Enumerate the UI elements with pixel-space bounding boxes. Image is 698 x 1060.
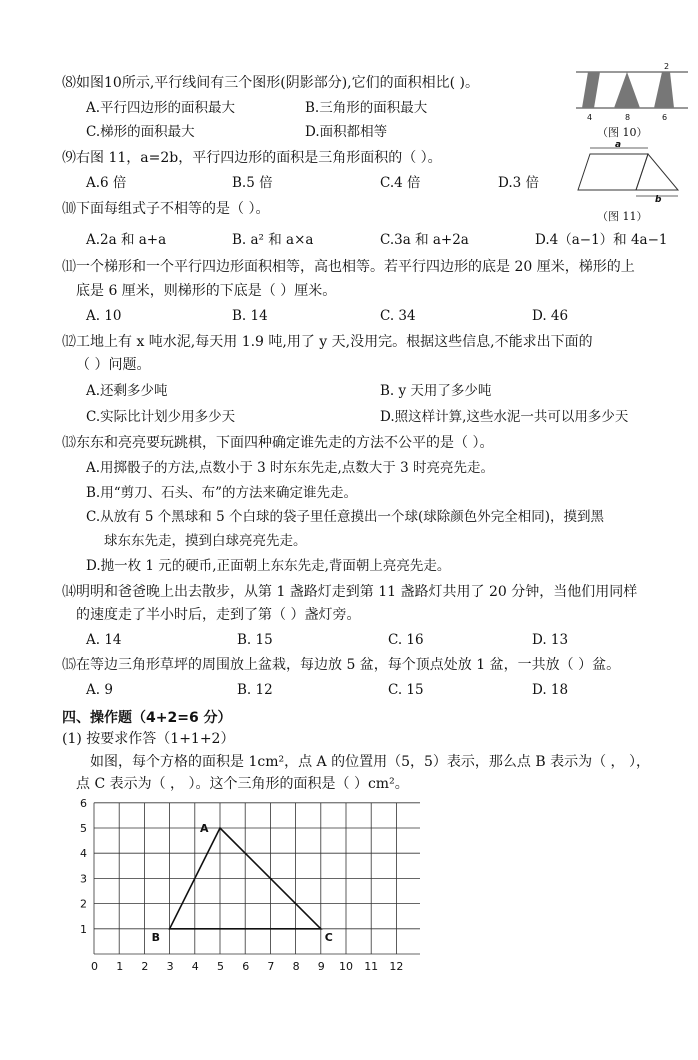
section4-text-line1: 如图，每个方格的面积是 1cm²，点 A 的位置用（5，5）表示，那么点 B 表示为（ ， ）， [90,754,650,770]
point-label-b: B [151,930,160,944]
fig11-label-a: a [615,140,622,150]
fig11-label-b: b [655,195,662,204]
q8-option-a: A.平行四边形的面积最大 [86,100,236,116]
section4-subquestion: (1) 按要求作答（1+1+2） [62,731,235,747]
q12-option-d: D.照这样计算,这些水泥一共可以用多少天 [380,409,629,425]
q14-option-c: C. 16 [388,632,424,648]
q11-stem-line1: ⑾一个梯形和一个平行四边形面积相等，高也相等。若平行四边形的底是 20 厘米，梯形的上 [62,259,635,275]
q13-option-c-line2: 球东东先走，摸到白球亮亮先走。 [104,533,307,549]
q11-option-a: A. 10 [86,308,122,324]
q14-option-d: D. 13 [532,632,569,648]
q15-option-d: D. 18 [532,682,569,698]
q8-stem: ⑻如图10所示,平行线间有三个图形(阴影部分),它们的面积相比( )。 [62,75,480,91]
grid-x-labels [91,960,403,973]
q10-option-c: C.3a 和 a+2a [380,232,469,248]
q14-stem-line1: ⒁明明和爸爸晚上出去散步，从第 1 盏路灯走到第 11 盏路灯共用了 20 分钟，当他们用同样 [62,584,638,600]
fig10-label-2: 2 [664,62,670,71]
q10-option-b: B. a² 和 a×a [232,232,314,248]
q13-option-b: B.用“剪刀、石头、布”的方法来确定谁先走。 [86,485,358,501]
figure-11 [572,140,692,204]
grid-x-tick-label: 6 [242,960,250,973]
grid-y-labels [80,797,87,936]
grid-x-tick-label: 4 [191,960,199,973]
fig10-label-6: 6 [662,113,668,122]
fig10-caption: （图 10） [597,126,648,139]
grid-y-tick-label: 6 [80,796,87,810]
q14-option-a: A. 14 [86,632,122,648]
grid-x-tick-label: 10 [339,960,353,973]
fig10-parallelogram [582,72,600,108]
q11-stem-line2: 底是 6 厘米，则梯形的下底是（ ）厘米。 [76,283,337,299]
grid-x-tick-label: 9 [317,960,325,973]
q10-option-a: A.2a 和 a+a [86,232,167,248]
q13-option-c-line1: C.从放有 5 个黑球和 5 个白球的袋子里任意摸出一个球(球除颜色外完全相同)，摸到黑 [86,509,605,525]
q13-option-d: D.抛一枚 1 元的硬币,正面朝上东东先走,背面朝上亮亮先走。 [86,558,451,574]
q11-option-b: B. 14 [232,308,268,324]
grid-x-tick-label: 7 [267,960,275,973]
fig11-caption: （图 11） [597,210,648,223]
grid-y-tick-label: 5 [80,822,87,835]
q15-option-a: A. 9 [86,682,113,698]
grid-x-tick-label: 0 [91,960,98,973]
q9-stem: ⑼右图 11，a=2b，平行四边形的面积是三角形面积的（ ）。 [62,150,442,166]
q13-stem: ⒀东东和亮亮要玩跳棋，下面四种确定谁先走的方法不公平的是（ ）。 [62,435,494,451]
q12-option-c: C.实际比计划少用多少天 [86,409,236,425]
q10-stem: ⑽下面每组式子不相等的是（ ）。 [62,201,270,217]
q12-option-b: B. y 天用了多少吨 [380,383,492,399]
point-label-c: C [324,930,333,944]
coordinate-grid [60,790,420,980]
grid-x-tick-label: 8 [292,960,300,973]
q15-stem: ⒂在等边三角形草坪的周围放上盆栽，每边放 5 盆，每个顶点处放 1 盆，一共放（ ）盆。 [62,657,621,673]
q9-option-b: B.5 倍 [232,175,273,191]
fig10-trapezoid [654,72,674,108]
grid-x-tick-label: 5 [217,960,224,973]
q12-stem-line1: ⑿工地上有 x 吨水泥,每天用 1.9 吨,用了 y 天,没用完。根据这些信息,不能求出下面的 [62,334,593,350]
point-label-a: A [200,822,209,835]
figure-10 [570,62,692,124]
q10-option-d: D.4（a−1）和 4a−1 [535,232,668,248]
fig10-label-8: 8 [625,113,631,122]
section4-text-line2: 点 C 表示为（ ， ）。这个三角形的面积是（ ）cm²。 [76,776,409,792]
q11-option-d: D. 46 [532,308,569,324]
q12-option-a: A.还剩多少吨 [86,383,168,399]
q9-option-a: A.6 倍 [86,175,127,191]
grid-y-tick-label: 3 [80,872,87,886]
q8-option-b: B.三角形的面积最大 [305,100,428,116]
q8-option-d: D.面积都相等 [305,124,388,140]
q11-option-c: C. 34 [380,308,416,324]
fig11-triangle [636,154,678,190]
grid-y-tick-label: 1 [80,922,87,936]
fig10-label-4: 4 [587,113,593,122]
grid-x-tick-label: 3 [166,960,174,973]
q9-option-d: D.3 倍 [498,175,540,191]
q9-option-c: C.4 倍 [380,175,421,191]
grid-x-tick-label: 1 [116,960,124,973]
grid-x-tick-label: 12 [389,960,404,973]
grid-x-tick-label: 2 [141,960,149,973]
q14-option-b: B. 15 [237,632,273,648]
q8-option-c: C.梯形的面积最大 [86,124,195,140]
grid-lines [94,803,420,954]
q14-stem-line2: 的速度走了半小时后，走到了第（ ）盏灯旁。 [76,607,361,623]
fig10-triangle [614,72,640,108]
section4-title: 四、操作题（4+2=6 分） [62,710,232,726]
grid-y-tick-label: 4 [80,847,87,861]
q15-option-b: B. 12 [237,682,273,698]
grid-y-tick-label: 2 [80,897,87,911]
q13-option-a: A.用掷骰子的方法,点数小于 3 时东东先走,点数大于 3 时亮亮先走。 [86,460,494,476]
grid-x-tick-label: 11 [364,960,379,973]
q12-stem-line2: （ ）问题。 [76,357,151,373]
grid-point-labels [152,822,333,944]
q15-option-c: C. 15 [388,682,424,698]
